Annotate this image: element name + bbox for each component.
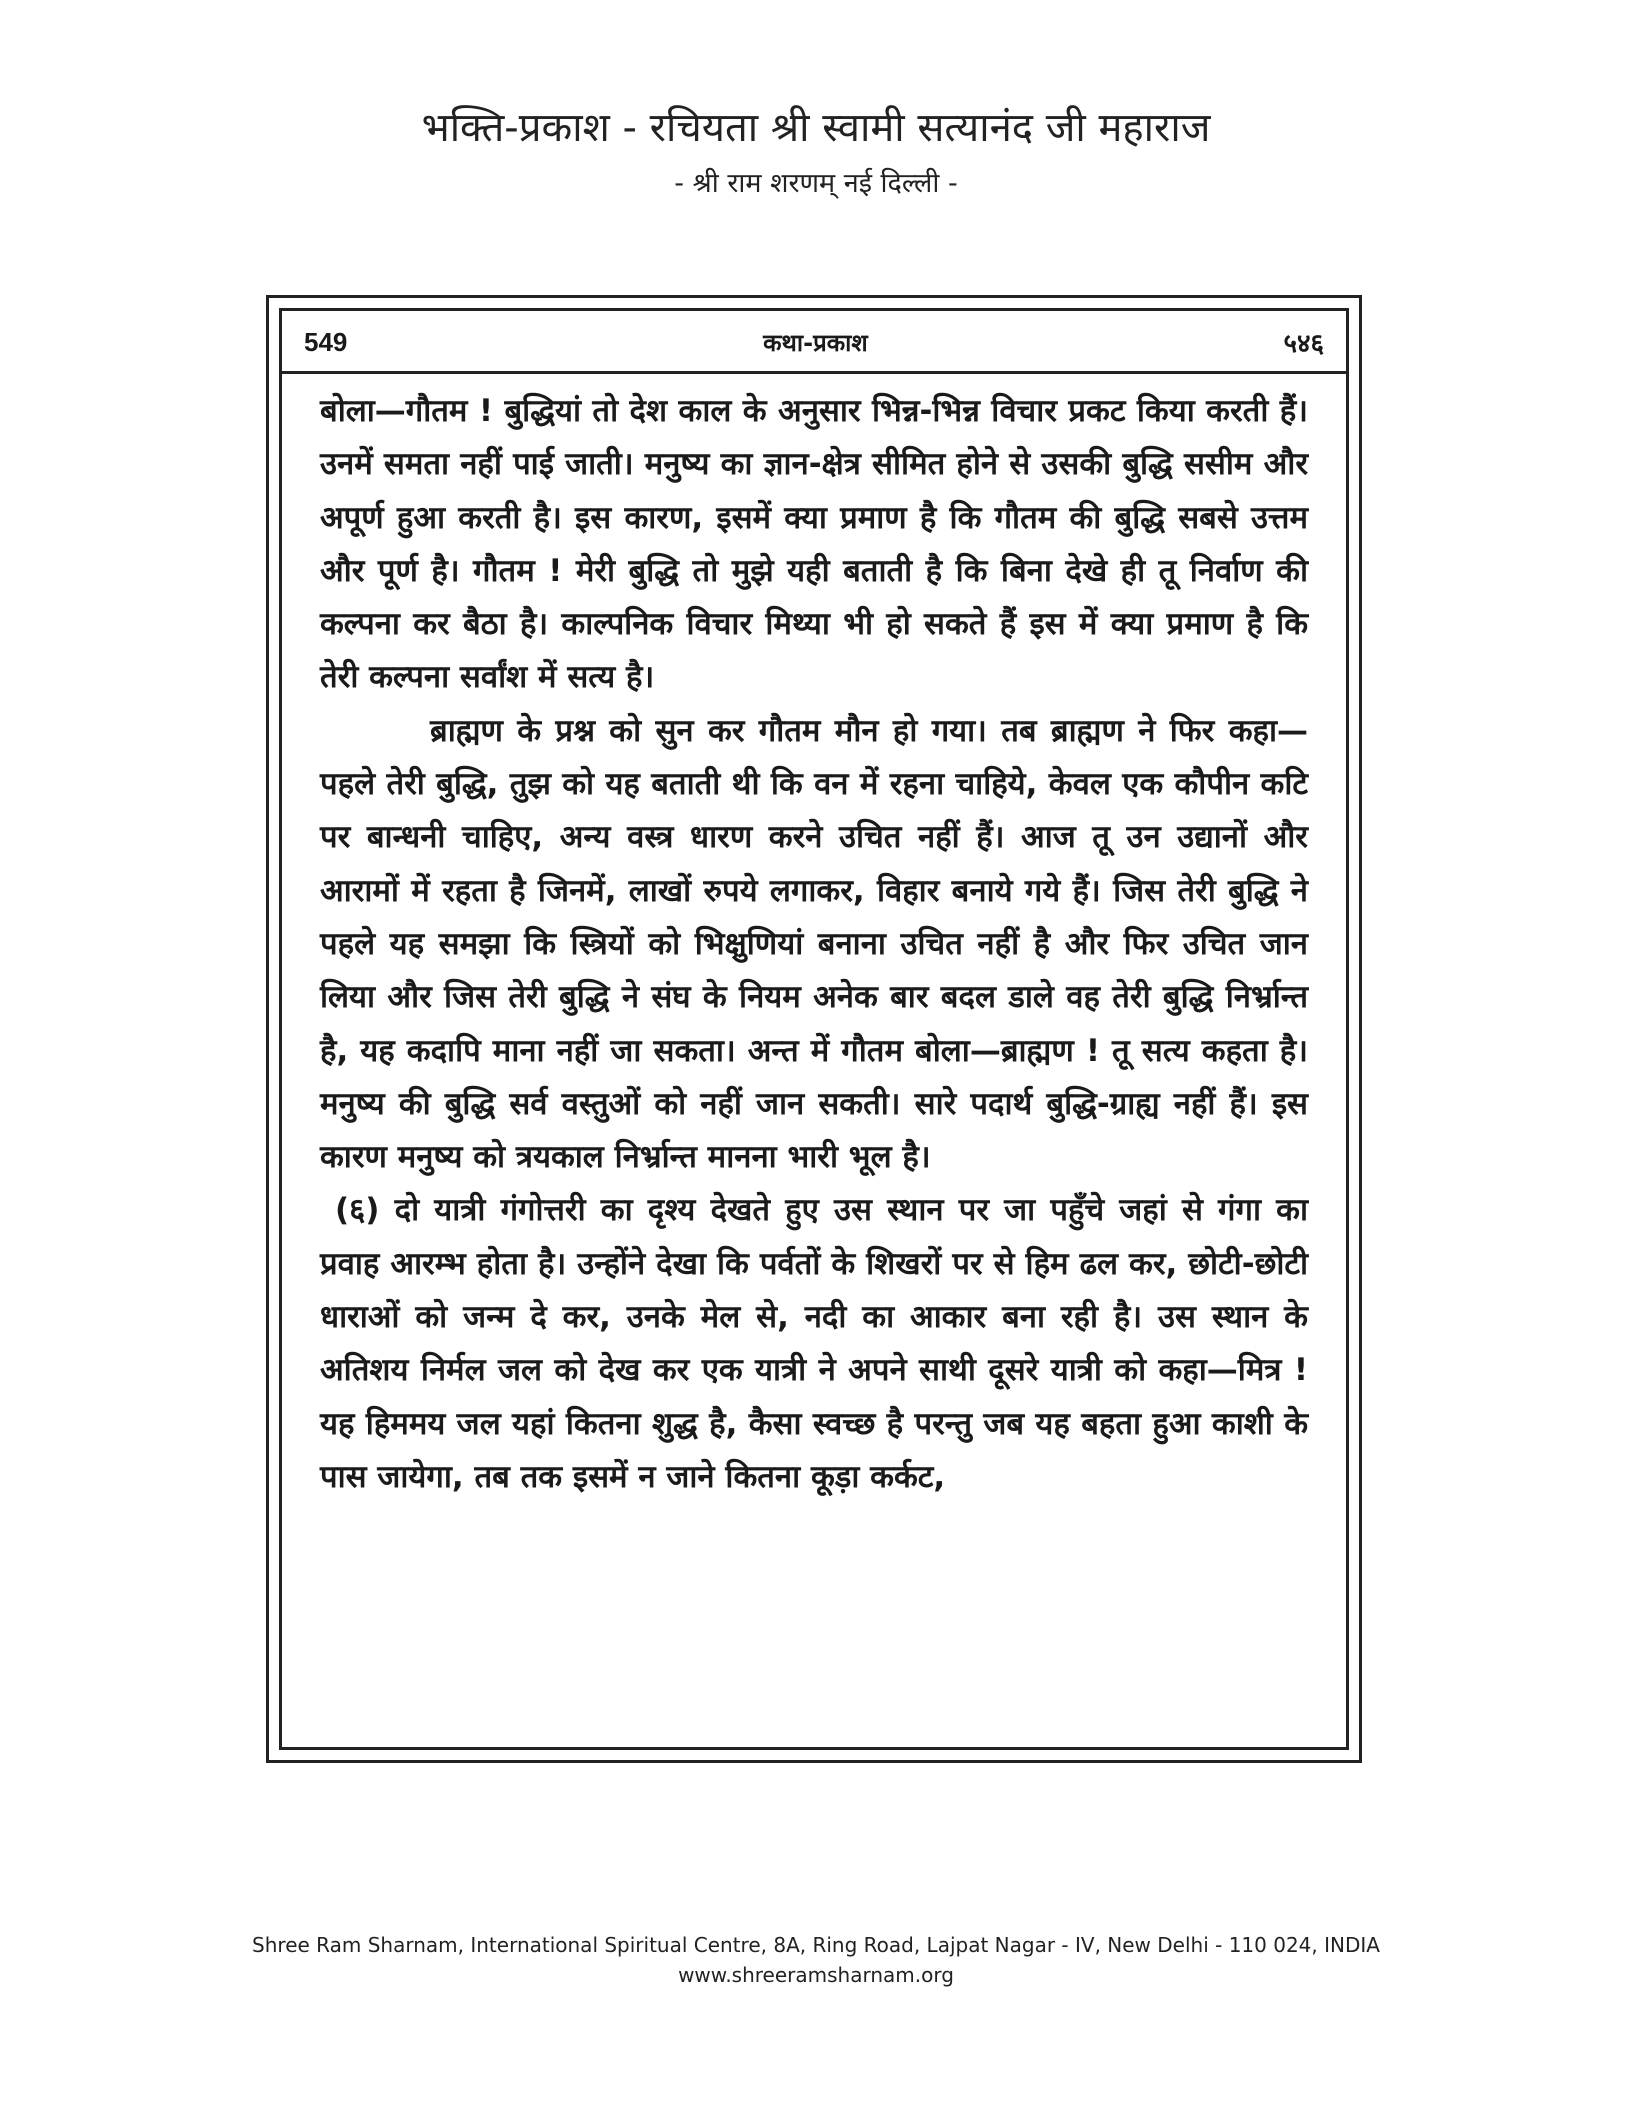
- section-title: कथा-प्रकाश: [763, 328, 868, 357]
- page-header: [0, 100, 1632, 204]
- footer-address: Shree Ram Sharnam, International Spiritual Centre, 8A, Ring Road, Lajpat Nagar - IV, New Delhi - 110 024, INDIA: [252, 1933, 1380, 1957]
- page-frame-inner: [279, 308, 1349, 1750]
- paragraph-2: ब्राह्मण के प्रश्न को सुन कर गौतम मौन हो गया। तब ब्राह्मण ने फिर कहा—पहले तेरी बुद्धि, तुझ को यह बताती थी कि वन में रहना चाहिये, केवल एक कौपीन कटि पर बान्धनी चाहिए, अन्य वस्त्र धारण करने उचित नहीं हैं। आज तू उन उद्यानों और आरामों में रहता है जिनमें, लाखों रुपये लगाकर, विहार बनाये गये हैं। जिस तेरी बुद्धि ने पहले यह समझा कि स्त्रियों को भिक्षुणियां बनाना उचित नहीं है और फिर उचित जान लिया और जिस तेरी बुद्धि ने संघ के नियम अनेक बार बदल डाले वह तेरी बुद्धि निर्भ्रान्त है, यह कदापि माना नहीं जा सकता। अन्त में गौतम बोला—ब्राह्मण ! तू सत्य कहता है। मनुष्य की बुद्धि सर्व वस्तुओं को नहीं जान सकती। सारे पदार्थ बुद्धि-ग्राह्य नहीं हैं। इस कारण मनुष्य को त्रयकाल निर्भ्रान्त मानना भारी भूल है।: [320, 712, 1308, 1176]
- book-title: भक्ति-प्रकाश - रचियता श्री स्वामी सत्यानंद जी महाराज: [421, 105, 1211, 151]
- page-number-devanagari: ५४६: [1283, 328, 1324, 358]
- paragraph-1: बोला—गौतम ! बुद्धियां तो देश काल के अनुसार भिन्न-भिन्न विचार प्रकट किया करती हैं। उनमें समता नहीं पाई जाती। मनुष्य का ज्ञान-क्षेत्र सीमित होने से उसकी बुद्धि ससीम और अपूर्ण हुआ करती है। इस कारण, इसमें क्या प्रमाण है कि गौतम की बुद्धि सबसे उत्तम और पूर्ण है। गौतम ! मेरी बुद्धि तो मुझे यही बताती है कि बिना देखे ही तू निर्वाण की कल्पना कर बैठा है। काल्पनिक विचार मिथ्या भी हो सकते हैं इस में क्या प्रमाण है कि तेरी कल्पना सर्वांश में सत्य है।: [320, 393, 1308, 696]
- paragraph-3: (६) दो यात्री गंगोत्तरी का दृश्य देखते हुए उस स्थान पर जा पहुँचे जहां से गंगा का प्रवाह आरम्भ होता है। उन्होंने देखा कि पर्वतों के शिखरों पर से हिम ढल कर, छोटी-छोटी धाराओं को जन्म दे कर, उनके मेल से, नदी का आकार बना रही है। उस स्थान के अतिशय निर्मल जल को देख कर एक यात्री ने अपने साथी दूसरे यात्री को कहा—मित्र ! यह हिममय जल यहां कितना शुद्ध है, कैसा स्वच्छ है परन्तु जब यह बहता हुआ काशी के पास जायेगा, तब तक इसमें न जाने कितना कूड़ा कर्कट,: [320, 1192, 1308, 1495]
- running-head: [304, 319, 1324, 365]
- page-number-latin: 549: [304, 326, 348, 357]
- page-footer: [0, 1930, 1632, 1990]
- footer-website[interactable]: www.shreeramsharnam.org: [678, 1963, 954, 1987]
- page-frame-outer: [266, 295, 1362, 1763]
- publisher-line: - श्री राम शरणम् नई दिल्ली -: [674, 168, 958, 199]
- body-text: [320, 385, 1308, 1504]
- header-rule: [282, 371, 1346, 374]
